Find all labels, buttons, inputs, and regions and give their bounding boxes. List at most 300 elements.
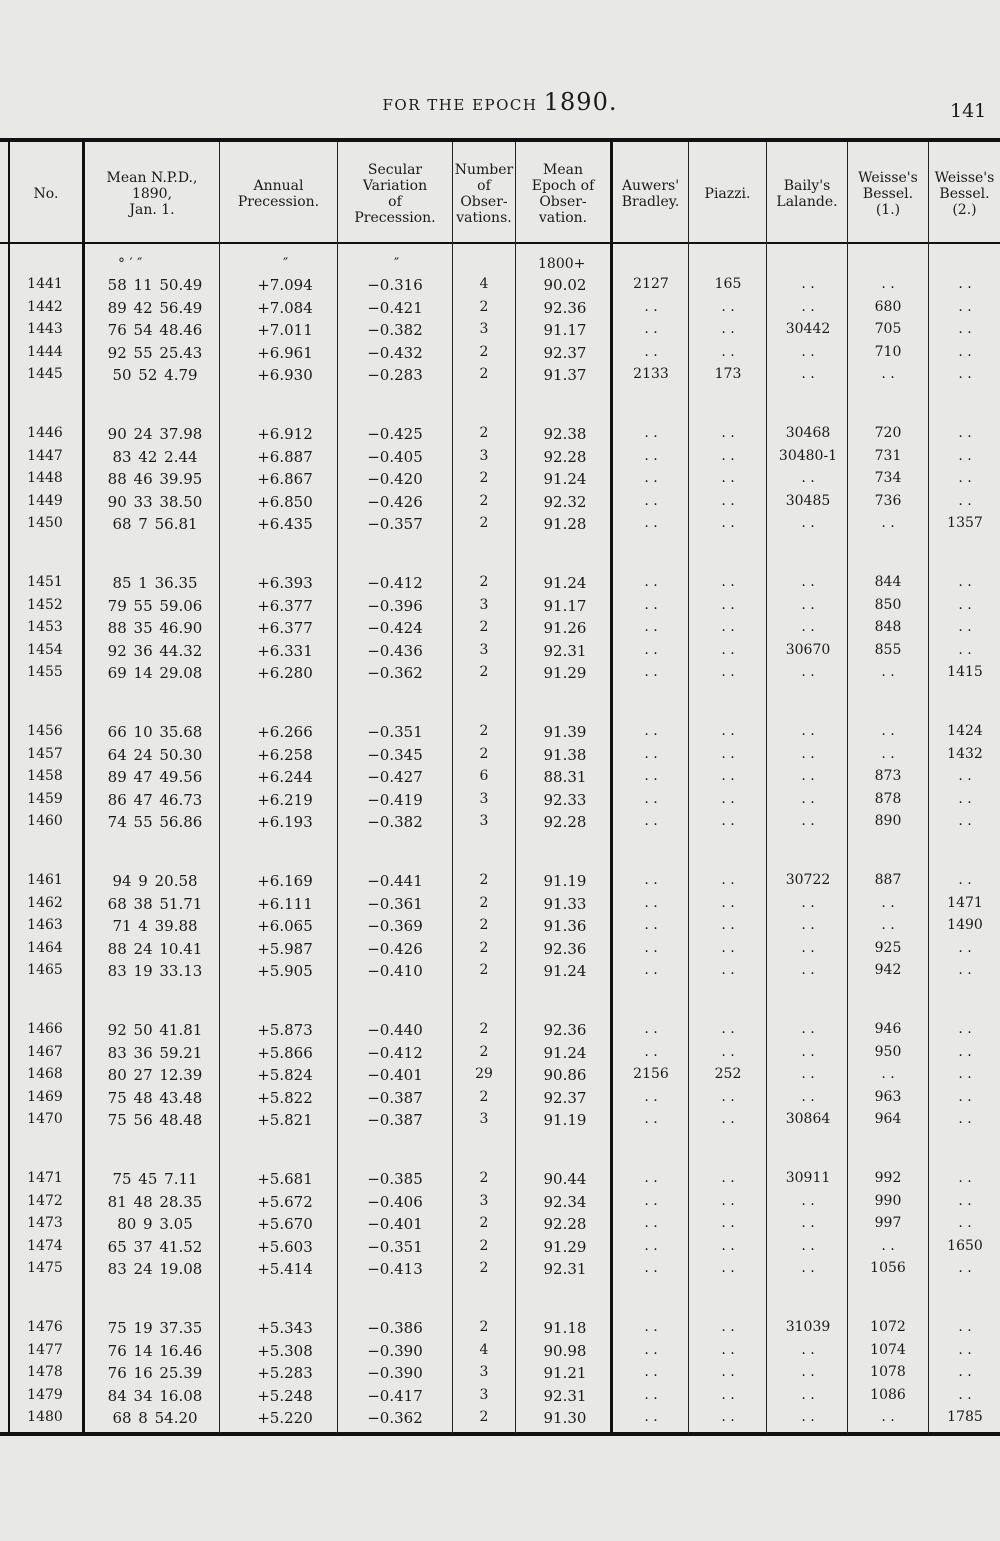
- annual-precession-cell: +6.867: [257, 470, 313, 489]
- secular-variation-cell: −0.382: [367, 321, 423, 340]
- secular-variation-cell: −0.362: [367, 1409, 423, 1428]
- header-annual-line-2: Precession.: [237, 194, 320, 210]
- annual-precession-cell: +5.220: [257, 1409, 313, 1428]
- number-observations-cell: 3: [479, 641, 489, 658]
- annual-precession-cell: +7.011: [257, 321, 313, 340]
- star-number-cell: 1476: [27, 1319, 63, 1335]
- secular-variation-cell: −0.424: [367, 619, 423, 638]
- weisse-bessel-2-ref-cell: . .: [958, 574, 972, 590]
- star-number-cell: 1467: [27, 1043, 63, 1060]
- number-observations-cell: 3: [479, 1192, 489, 1209]
- mean-npd-cell: 89 42 56.49: [107, 298, 203, 317]
- baily-lalande-ref-cell: 31039: [785, 1319, 831, 1335]
- piazzi-ref-cell: . .: [721, 1260, 735, 1277]
- header-bessel1-line-2: Bessel.: [862, 186, 914, 202]
- weisse-bessel-2-ref-cell: . .: [958, 1215, 972, 1232]
- weisse-bessel-1-ref-cell: 705: [874, 321, 902, 338]
- auwers-bradley-ref-cell: . .: [644, 425, 658, 441]
- header-nob-line-4: vations.: [456, 210, 512, 226]
- baily-lalande-ref-cell: . .: [801, 664, 815, 681]
- number-observations-cell: 2: [479, 343, 489, 360]
- weisse-bessel-2-ref-cell: . .: [958, 343, 972, 360]
- header-no-text: No.: [33, 186, 59, 202]
- auwers-bradley-ref-cell: . .: [644, 1111, 658, 1128]
- header-piazzi: [689, 150, 766, 238]
- baily-lalande-ref-cell: . .: [801, 1409, 815, 1426]
- number-observations-cell: 2: [479, 425, 489, 441]
- mean-npd-cell: 80 27 12.39: [107, 1066, 203, 1085]
- weisse-bessel-1-ref-cell: 734: [874, 470, 902, 487]
- number-observations-cell: 2: [479, 470, 489, 487]
- auwers-bradley-ref-cell: . .: [644, 574, 658, 590]
- number-observations-cell: 6: [479, 768, 489, 785]
- mean-npd-cell: 86 47 46.73: [107, 790, 203, 809]
- baily-lalande-ref-cell: . .: [801, 894, 815, 911]
- weisse-bessel-2-ref-cell: . .: [958, 366, 972, 383]
- mean-epoch-cell: 92.37: [543, 1088, 587, 1107]
- weisse-bessel-2-ref-cell: . .: [958, 1364, 972, 1381]
- baily-lalande-ref-cell: 30442: [785, 321, 831, 338]
- column-divider-lalande: [847, 142, 848, 1434]
- mean-npd-cell: 68 38 51.71: [107, 894, 203, 913]
- number-observations-cell: 2: [479, 298, 489, 315]
- weisse-bessel-1-ref-cell: . .: [881, 1409, 895, 1426]
- mean-epoch-cell: 92.38: [543, 425, 587, 443]
- secular-variation-cell: −0.351: [367, 723, 423, 741]
- weisse-bessel-2-ref-cell: 1785: [947, 1409, 983, 1426]
- auwers-bradley-ref-cell: . .: [644, 596, 658, 613]
- piazzi-ref-cell: . .: [721, 1386, 735, 1403]
- weisse-bessel-2-ref-cell: . .: [958, 1192, 972, 1209]
- header-npd-line-3: Jan. 1.: [129, 202, 175, 218]
- mean-npd-cell: 83 19 33.13: [107, 962, 203, 981]
- unit-epoch: 1800+: [538, 256, 586, 272]
- mean-npd-cell: 76 54 48.46: [107, 321, 203, 340]
- weisse-bessel-2-ref-cell: 1471: [947, 894, 983, 911]
- annual-precession-cell: +6.961: [257, 343, 313, 362]
- mean-npd-cell: 81 48 28.35: [107, 1192, 203, 1211]
- number-observations-cell: 2: [479, 492, 489, 509]
- secular-variation-cell: −0.417: [367, 1386, 423, 1405]
- star-number-cell: 1446: [27, 425, 63, 441]
- unit-annual: ″: [283, 256, 289, 272]
- weisse-bessel-2-ref-cell: . .: [958, 321, 972, 338]
- weisse-bessel-1-ref-cell: 878: [874, 790, 902, 807]
- auwers-bradley-ref-cell: . .: [644, 1237, 658, 1254]
- secular-variation-cell: −0.401: [367, 1066, 423, 1085]
- piazzi-ref-cell: . .: [721, 1237, 735, 1254]
- number-observations-cell: 2: [479, 894, 489, 911]
- secular-variation-cell: −0.412: [367, 574, 423, 592]
- weisse-bessel-2-ref-cell: . .: [958, 768, 972, 785]
- star-number-cell: 1441: [27, 276, 63, 292]
- auwers-bradley-ref-cell: . .: [644, 790, 658, 807]
- piazzi-ref-cell: . .: [721, 1409, 735, 1426]
- header-piazzi-line-1: Piazzi.: [704, 186, 751, 202]
- header-bessel2-line-2: Bessel.: [939, 186, 990, 202]
- baily-lalande-ref-cell: . .: [801, 574, 815, 590]
- weisse-bessel-1-ref-cell: 1078: [870, 1364, 906, 1381]
- mean-epoch-cell: 91.17: [543, 596, 587, 615]
- auwers-bradley-ref-cell: . .: [644, 1043, 658, 1060]
- mean-epoch-cell: 92.28: [543, 447, 587, 466]
- piazzi-ref-cell: . .: [721, 492, 735, 509]
- weisse-bessel-2-ref-cell: . .: [958, 1170, 972, 1186]
- secular-variation-cell: −0.351: [367, 1237, 423, 1256]
- header-nob-line-3: Obser-: [460, 194, 508, 210]
- mean-epoch-cell: 90.98: [543, 1341, 587, 1360]
- annual-precession-cell: +7.084: [257, 298, 313, 317]
- mean-epoch-cell: 91.29: [543, 664, 587, 683]
- mean-npd-cell: 75 45 7.11: [112, 1170, 198, 1188]
- weisse-bessel-1-ref-cell: . .: [881, 917, 895, 934]
- secular-variation-cell: −0.283: [367, 366, 423, 385]
- piazzi-ref-cell: . .: [721, 343, 735, 360]
- mean-epoch-cell: 92.36: [543, 939, 587, 958]
- star-number-cell: 1459: [27, 790, 63, 807]
- baily-lalande-ref-cell: . .: [801, 298, 815, 315]
- weisse-bessel-2-ref-cell: 1490: [947, 917, 983, 934]
- star-number-cell: 1445: [27, 366, 63, 383]
- mean-epoch-cell: 92.31: [543, 641, 587, 660]
- running-head-text: FOR THE EPOCH: [382, 96, 538, 114]
- weisse-bessel-1-ref-cell: 1086: [870, 1386, 906, 1403]
- secular-variation-cell: −0.425: [367, 425, 423, 443]
- annual-precession-cell: +6.193: [257, 813, 313, 832]
- weisse-bessel-2-ref-cell: . .: [958, 962, 972, 979]
- baily-lalande-ref-cell: . .: [801, 1260, 815, 1277]
- weisse-bessel-2-ref-cell: 1357: [947, 515, 983, 532]
- auwers-bradley-ref-cell: . .: [644, 1260, 658, 1277]
- star-number-cell: 1472: [27, 1192, 63, 1209]
- auwers-bradley-ref-cell: . .: [644, 1319, 658, 1335]
- secular-variation-cell: −0.390: [367, 1341, 423, 1360]
- annual-precession-cell: +5.824: [257, 1066, 313, 1085]
- secular-variation-cell: −0.396: [367, 596, 423, 615]
- mean-npd-cell: 69 14 29.08: [107, 664, 203, 683]
- piazzi-ref-cell: . .: [721, 1170, 735, 1186]
- column-divider-epoch: [610, 142, 613, 1434]
- number-observations-cell: 2: [479, 939, 489, 956]
- annual-precession-cell: +5.866: [257, 1043, 313, 1062]
- piazzi-ref-cell: 252: [714, 1066, 742, 1083]
- auwers-bradley-ref-cell: . .: [644, 447, 658, 464]
- number-observations-cell: 2: [479, 1260, 489, 1277]
- mean-npd-cell: 76 14 16.46: [107, 1341, 203, 1360]
- auwers-bradley-ref-cell: . .: [644, 723, 658, 739]
- secular-variation-cell: −0.413: [367, 1260, 423, 1279]
- piazzi-ref-cell: . .: [721, 1088, 735, 1105]
- secular-variation-cell: −0.427: [367, 768, 423, 787]
- weisse-bessel-1-ref-cell: . .: [881, 1066, 895, 1083]
- auwers-bradley-ref-cell: . .: [644, 1341, 658, 1358]
- piazzi-ref-cell: . .: [721, 745, 735, 762]
- star-number-cell: 1465: [27, 962, 63, 979]
- piazzi-ref-cell: . .: [721, 1192, 735, 1209]
- piazzi-ref-cell: . .: [721, 962, 735, 979]
- piazzi-ref-cell: . .: [721, 1319, 735, 1335]
- annual-precession-cell: +5.987: [257, 939, 313, 958]
- piazzi-ref-cell: . .: [721, 425, 735, 441]
- mean-npd-cell: 88 46 39.95: [107, 470, 203, 489]
- number-observations-cell: 2: [479, 745, 489, 762]
- baily-lalande-ref-cell: . .: [801, 768, 815, 785]
- auwers-bradley-ref-cell: 2127: [633, 276, 669, 292]
- piazzi-ref-cell: . .: [721, 894, 735, 911]
- annual-precession-cell: +5.905: [257, 962, 313, 981]
- number-observations-cell: 3: [479, 813, 489, 830]
- weisse-bessel-2-ref-cell: . .: [958, 425, 972, 441]
- header-lalande-line-1: Baily's: [783, 178, 831, 194]
- auwers-bradley-ref-cell: . .: [644, 619, 658, 636]
- star-number-cell: 1451: [27, 574, 63, 590]
- weisse-bessel-2-ref-cell: 1432: [947, 745, 983, 762]
- annual-precession-cell: +6.065: [257, 917, 313, 936]
- piazzi-ref-cell: 173: [714, 366, 742, 383]
- baily-lalande-ref-cell: . .: [801, 813, 815, 830]
- weisse-bessel-1-ref-cell: 942: [874, 962, 902, 979]
- header-annual-precession: [220, 150, 337, 238]
- number-observations-cell: 3: [479, 447, 489, 464]
- piazzi-ref-cell: . .: [721, 813, 735, 830]
- page-number: 141: [950, 100, 987, 122]
- header-bottom-rule: [0, 242, 1000, 244]
- header-npd-line-1: Mean N.P.D.,: [106, 170, 198, 186]
- column-divider-secular: [452, 142, 453, 1434]
- mean-epoch-cell: 92.28: [543, 813, 587, 832]
- mean-epoch-cell: 91.30: [543, 1409, 587, 1428]
- annual-precession-cell: +5.672: [257, 1192, 313, 1211]
- column-divider-annual: [337, 142, 338, 1434]
- header-secular-line-2: Variation: [362, 178, 428, 194]
- star-number-cell: 1443: [27, 321, 63, 338]
- auwers-bradley-ref-cell: . .: [644, 917, 658, 934]
- star-number-cell: 1458: [27, 768, 63, 785]
- weisse-bessel-1-ref-cell: 844: [874, 574, 902, 590]
- unit-secular: ″: [394, 256, 400, 272]
- weisse-bessel-1-ref-cell: 848: [874, 619, 902, 636]
- annual-precession-cell: +5.414: [257, 1260, 313, 1279]
- weisse-bessel-1-ref-cell: . .: [881, 745, 895, 762]
- weisse-bessel-1-ref-cell: 890: [874, 813, 902, 830]
- annual-precession-cell: +6.377: [257, 596, 313, 615]
- weisse-bessel-2-ref-cell: 1415: [947, 664, 983, 681]
- baily-lalande-ref-cell: . .: [801, 745, 815, 762]
- secular-variation-cell: −0.412: [367, 1043, 423, 1062]
- secular-variation-cell: −0.401: [367, 1215, 423, 1234]
- star-number-cell: 1477: [27, 1341, 63, 1358]
- header-bessel1-line-1: Weisse's: [858, 170, 918, 186]
- baily-lalande-ref-cell: 30468: [785, 425, 831, 441]
- mean-epoch-cell: 90.86: [543, 1066, 587, 1085]
- weisse-bessel-1-ref-cell: . .: [881, 723, 895, 739]
- baily-lalande-ref-cell: . .: [801, 1192, 815, 1209]
- mean-epoch-cell: 91.24: [543, 962, 587, 981]
- auwers-bradley-ref-cell: . .: [644, 1386, 658, 1403]
- mean-npd-cell: 74 55 56.86: [107, 813, 203, 832]
- mean-npd-cell: 92 55 25.43: [107, 343, 203, 362]
- number-observations-cell: 3: [479, 1386, 489, 1403]
- weisse-bessel-2-ref-cell: . .: [958, 1260, 972, 1277]
- secular-variation-cell: −0.440: [367, 1021, 423, 1039]
- annual-precession-cell: +6.887: [257, 447, 313, 466]
- annual-precession-cell: +6.331: [257, 641, 313, 660]
- mean-npd-cell: 75 48 43.48: [107, 1088, 203, 1107]
- number-observations-cell: 2: [479, 515, 489, 532]
- weisse-bessel-1-ref-cell: 731: [874, 447, 902, 464]
- header-epoch-line-3: Obser-: [539, 194, 587, 210]
- mean-epoch-cell: 91.17: [543, 321, 587, 340]
- table-left-rule: [8, 142, 10, 1434]
- auwers-bradley-ref-cell: . .: [644, 1364, 658, 1381]
- baily-lalande-ref-cell: 30670: [785, 641, 831, 658]
- number-observations-cell: 2: [479, 1409, 489, 1426]
- secular-variation-cell: −0.410: [367, 962, 423, 981]
- mean-epoch-cell: 92.33: [543, 790, 587, 809]
- mean-epoch-cell: 92.32: [543, 492, 587, 511]
- weisse-bessel-1-ref-cell: 925: [874, 939, 902, 956]
- header-baily-lalande: [767, 150, 847, 238]
- baily-lalande-ref-cell: 30911: [785, 1170, 831, 1186]
- mean-epoch-cell: 91.28: [543, 515, 587, 534]
- annual-precession-cell: +6.377: [257, 619, 313, 638]
- baily-lalande-ref-cell: . .: [801, 1215, 815, 1232]
- weisse-bessel-2-ref-cell: . .: [958, 470, 972, 487]
- weisse-bessel-2-ref-cell: . .: [958, 1066, 972, 1083]
- mean-npd-cell: 68 8 54.20: [112, 1409, 198, 1428]
- mean-epoch-cell: 92.28: [543, 1215, 587, 1234]
- star-number-cell: 1449: [27, 492, 63, 509]
- auwers-bradley-ref-cell: 2133: [633, 366, 669, 383]
- header-bessel2-line-1: Weisse's: [934, 170, 995, 186]
- secular-variation-cell: −0.436: [367, 641, 423, 660]
- header-weisse-bessel-1: [848, 150, 928, 238]
- annual-precession-cell: +6.244: [257, 768, 313, 787]
- piazzi-ref-cell: . .: [721, 790, 735, 807]
- running-head-year: 1890.: [543, 88, 618, 116]
- number-observations-cell: 2: [479, 1170, 489, 1186]
- mean-npd-cell: 68 7 56.81: [112, 515, 198, 534]
- weisse-bessel-2-ref-cell: . .: [958, 1386, 972, 1403]
- mean-epoch-cell: 88.31: [543, 768, 587, 787]
- mean-epoch-cell: 91.39: [543, 723, 587, 741]
- mean-epoch-cell: 91.21: [543, 1364, 587, 1383]
- secular-variation-cell: −0.382: [367, 813, 423, 832]
- auwers-bradley-ref-cell: . .: [644, 1170, 658, 1186]
- mean-npd-cell: 75 56 48.48: [107, 1111, 203, 1130]
- weisse-bessel-1-ref-cell: . .: [881, 1237, 895, 1254]
- mean-npd-cell: 58 11 50.49: [107, 276, 203, 294]
- weisse-bessel-1-ref-cell: . .: [881, 664, 895, 681]
- mean-epoch-cell: 90.02: [543, 276, 587, 294]
- annual-precession-cell: +6.280: [257, 664, 313, 683]
- piazzi-ref-cell: . .: [721, 917, 735, 934]
- header-weisse-bessel-2: [929, 150, 1000, 238]
- mean-npd-cell: 90 24 37.98: [107, 425, 203, 443]
- star-number-cell: 1470: [27, 1111, 63, 1128]
- baily-lalande-ref-cell: . .: [801, 1386, 815, 1403]
- number-observations-cell: 4: [479, 276, 489, 292]
- weisse-bessel-2-ref-cell: . .: [958, 1341, 972, 1358]
- weisse-bessel-2-ref-cell: . .: [958, 641, 972, 658]
- piazzi-ref-cell: 165: [714, 276, 742, 292]
- baily-lalande-ref-cell: 30864: [785, 1111, 831, 1128]
- star-number-cell: 1455: [27, 664, 63, 681]
- weisse-bessel-2-ref-cell: . .: [958, 939, 972, 956]
- star-number-cell: 1442: [27, 298, 63, 315]
- weisse-bessel-1-ref-cell: 1056: [870, 1260, 906, 1277]
- auwers-bradley-ref-cell: . .: [644, 664, 658, 681]
- secular-variation-cell: −0.405: [367, 447, 423, 466]
- secular-variation-cell: −0.441: [367, 872, 423, 890]
- annual-precession-cell: +6.435: [257, 515, 313, 534]
- star-number-cell: 1456: [27, 723, 63, 739]
- mean-epoch-cell: 91.24: [543, 470, 587, 489]
- weisse-bessel-1-ref-cell: 1074: [870, 1341, 906, 1358]
- weisse-bessel-2-ref-cell: . .: [958, 872, 972, 888]
- weisse-bessel-1-ref-cell: . .: [881, 515, 895, 532]
- weisse-bessel-2-ref-cell: . .: [958, 276, 972, 292]
- secular-variation-cell: −0.387: [367, 1088, 423, 1107]
- mean-epoch-cell: 92.31: [543, 1386, 587, 1405]
- piazzi-ref-cell: . .: [721, 515, 735, 532]
- number-observations-cell: 2: [479, 1043, 489, 1060]
- star-number-cell: 1471: [27, 1170, 63, 1186]
- mean-npd-cell: 71 4 39.88: [112, 917, 198, 936]
- piazzi-ref-cell: . .: [721, 321, 735, 338]
- mean-epoch-cell: 91.29: [543, 1237, 587, 1256]
- mean-npd-cell: 92 36 44.32: [107, 641, 203, 660]
- weisse-bessel-1-ref-cell: 946: [874, 1021, 902, 1037]
- auwers-bradley-ref-cell: . .: [644, 470, 658, 487]
- column-divider-npd: [219, 142, 220, 1434]
- baily-lalande-ref-cell: 30722: [785, 872, 831, 888]
- mean-epoch-cell: 91.19: [543, 872, 587, 890]
- secular-variation-cell: −0.362: [367, 664, 423, 683]
- mean-epoch-cell: 92.37: [543, 343, 587, 362]
- weisse-bessel-2-ref-cell: 1650: [947, 1237, 983, 1254]
- auwers-bradley-ref-cell: . .: [644, 745, 658, 762]
- mean-epoch-cell: 92.36: [543, 298, 587, 317]
- header-auwers-line-2: Bradley.: [621, 194, 680, 210]
- weisse-bessel-1-ref-cell: . .: [881, 894, 895, 911]
- mean-epoch-cell: 91.24: [543, 1043, 587, 1062]
- number-observations-cell: 3: [479, 1111, 489, 1128]
- weisse-bessel-1-ref-cell: . .: [881, 276, 895, 292]
- star-number-cell: 1473: [27, 1215, 63, 1232]
- piazzi-ref-cell: . .: [721, 1043, 735, 1060]
- annual-precession-cell: +6.930: [257, 366, 313, 385]
- star-number-cell: 1448: [27, 470, 63, 487]
- mean-npd-cell: 89 47 49.56: [107, 768, 203, 787]
- weisse-bessel-1-ref-cell: 887: [874, 872, 902, 888]
- piazzi-ref-cell: . .: [721, 723, 735, 739]
- baily-lalande-ref-cell: . .: [801, 723, 815, 739]
- secular-variation-cell: −0.316: [367, 276, 423, 294]
- header-no: [10, 150, 82, 238]
- number-observations-cell: 2: [479, 723, 489, 739]
- secular-variation-cell: −0.419: [367, 790, 423, 809]
- weisse-bessel-2-ref-cell: . .: [958, 813, 972, 830]
- star-number-cell: 1447: [27, 447, 63, 464]
- secular-variation-cell: −0.369: [367, 917, 423, 936]
- baily-lalande-ref-cell: . .: [801, 470, 815, 487]
- weisse-bessel-1-ref-cell: 855: [874, 641, 902, 658]
- annual-precession-cell: +6.912: [257, 425, 313, 443]
- weisse-bessel-2-ref-cell: 1424: [947, 723, 983, 739]
- annual-precession-cell: +5.283: [257, 1364, 313, 1383]
- number-observations-cell: 4: [479, 1341, 489, 1358]
